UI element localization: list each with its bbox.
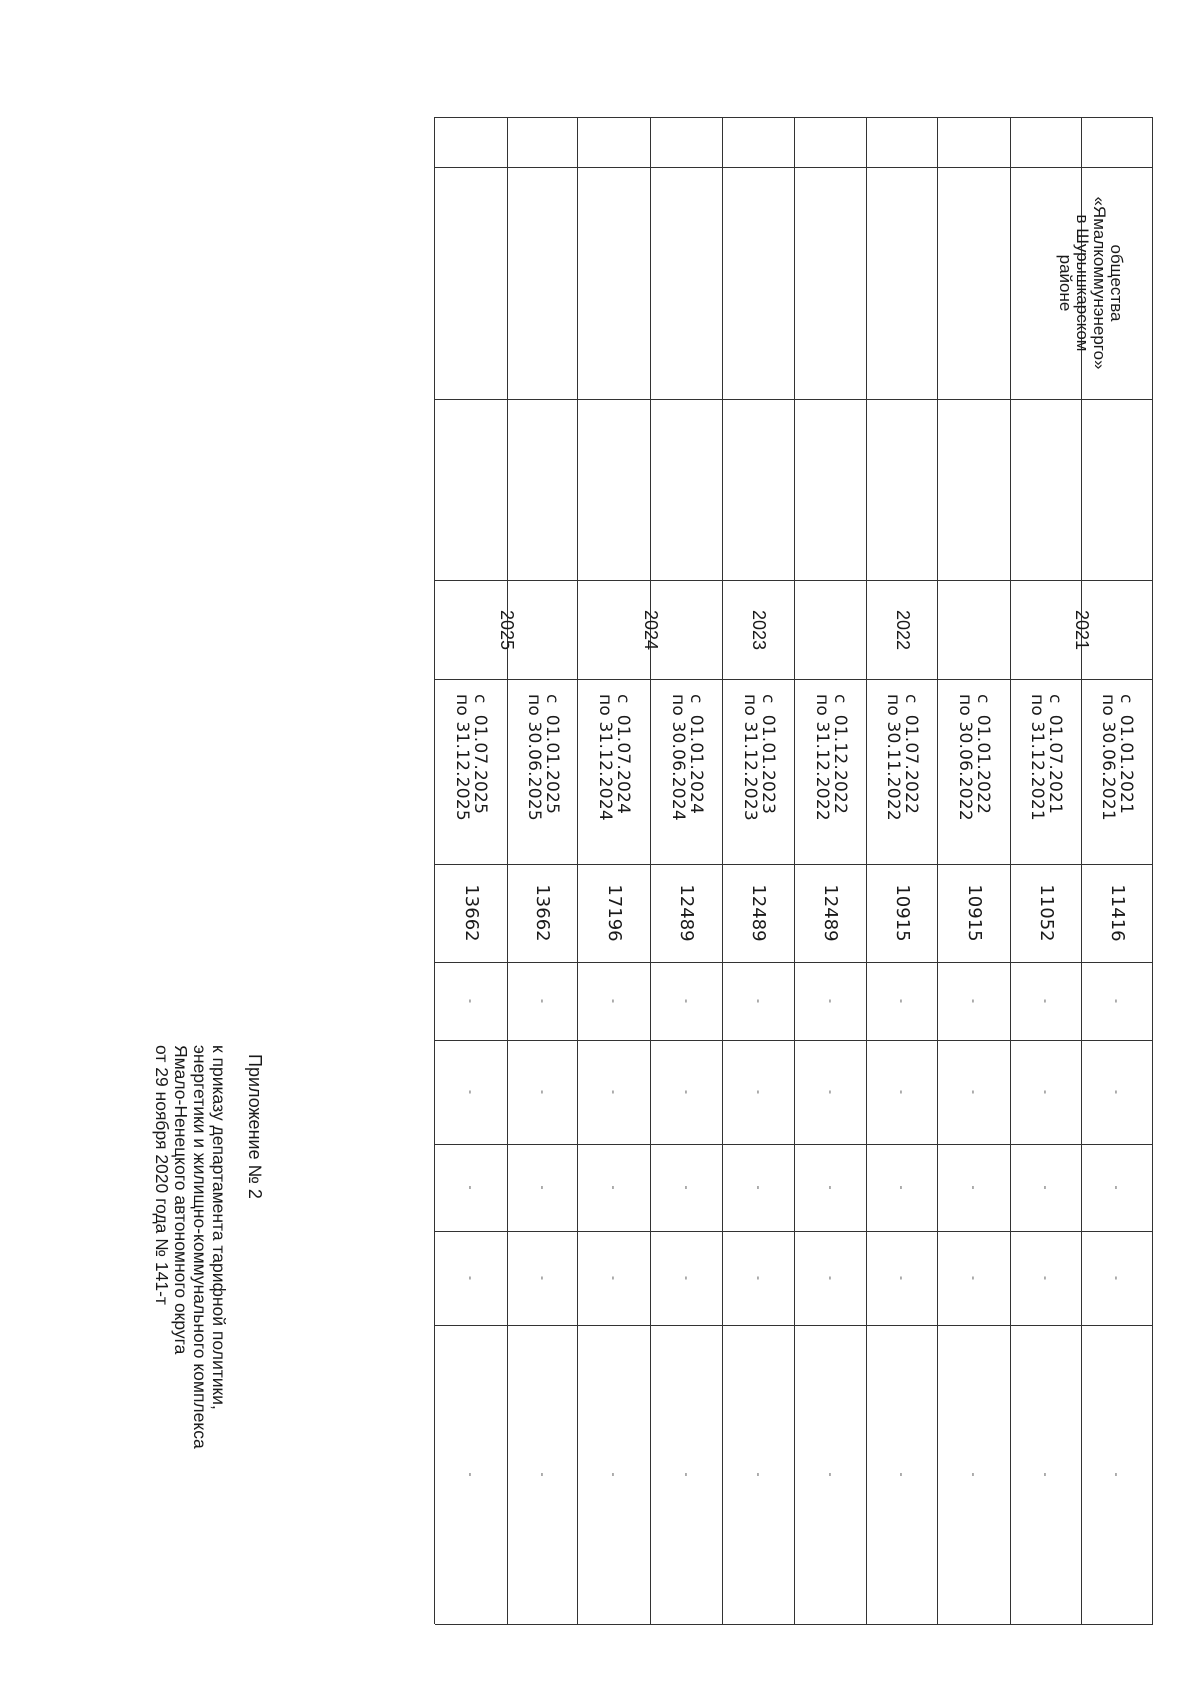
dash-cell: -: [680, 999, 694, 1003]
dash-cell: -: [680, 1472, 694, 1477]
dash-cell: -: [1039, 1472, 1054, 1477]
dash-cell: -: [824, 1276, 838, 1280]
dash-cell: -: [752, 1472, 766, 1477]
period-cell: с 01.07.2024 по 31.12.2024: [595, 694, 634, 821]
dash-cell: -: [607, 999, 622, 1003]
tariff-value: 12489: [676, 884, 698, 942]
dash-cell: -: [967, 999, 982, 1003]
org-line: общества: [1107, 244, 1126, 322]
dash-cell: -: [1039, 1185, 1054, 1190]
year-cell: 2022: [893, 609, 914, 651]
dash-cell: -: [824, 1472, 838, 1477]
dash-cell: -: [1110, 999, 1125, 1003]
dash-cell: -: [895, 1276, 910, 1280]
year-cell: 2025: [497, 609, 517, 651]
dash-cell: -: [536, 1472, 550, 1477]
year-cell: 2023: [749, 609, 770, 651]
dash-cell: -: [824, 999, 838, 1003]
period-cell: с 01.01.2021 по 30.06.2021: [1098, 694, 1137, 821]
dash-cell: -: [680, 1090, 694, 1094]
dash-cell: -: [1110, 1185, 1125, 1190]
dash-cell: -: [967, 1090, 982, 1094]
rule: [435, 167, 1153, 168]
dash-cell: -: [895, 1472, 910, 1477]
period-cell: с 01.12.2022 по 31.12.2022: [812, 694, 850, 821]
dash-cell: -: [752, 1090, 766, 1094]
dash-cell: -: [895, 1090, 910, 1094]
dash-cell: -: [824, 1090, 838, 1094]
dash-cell: -: [895, 999, 910, 1003]
tariff-value: 11052: [1036, 884, 1057, 942]
period-cell: с 01.01.2022 по 30.06.2022: [955, 694, 994, 821]
dash-cell: -: [1039, 1276, 1054, 1280]
appendix-line-2: энергетики и жилищно-коммунального комплекса: [190, 1045, 210, 1449]
period-cell: с 01.07.2022 по 30.11.2022: [883, 694, 922, 821]
rule: [435, 117, 1153, 118]
tariff-value: 10915: [964, 884, 985, 942]
dash-cell: -: [752, 1276, 766, 1280]
dash-cell: -: [464, 1472, 479, 1477]
tariff-value: 13662: [532, 884, 554, 942]
dash-cell: -: [752, 1185, 766, 1190]
period-cell: с 01.07.2021 по 31.12.2021: [1027, 694, 1066, 821]
appendix-title: Приложение № 2: [245, 1054, 265, 1199]
org-line: в Шурышкарском: [1073, 214, 1092, 352]
dash-cell: -: [464, 999, 479, 1003]
dash-cell: -: [607, 1185, 622, 1190]
dash-cell: -: [607, 1276, 622, 1280]
rule: [435, 1624, 1153, 1625]
dash-cell: -: [536, 999, 550, 1003]
dash-cell: -: [1110, 1472, 1125, 1477]
org-line: районе: [1056, 254, 1075, 312]
dash-cell: -: [967, 1185, 982, 1190]
dash-cell: -: [967, 1472, 982, 1477]
dash-cell: -: [607, 1090, 622, 1094]
dash-cell: -: [607, 1472, 622, 1477]
dash-cell: -: [824, 1185, 838, 1190]
tariff-value: 10915: [892, 884, 913, 942]
dash-cell: -: [536, 1185, 550, 1190]
year-cell: 2021: [1072, 609, 1093, 651]
period-cell: с 01.01.2025 по 30.06.2025: [524, 694, 562, 821]
dash-cell: -: [752, 999, 766, 1003]
tariff-value: 11416: [1107, 884, 1128, 942]
period-cell: с 01.01.2024 по 30.06.2024: [668, 694, 706, 821]
dash-cell: -: [680, 1276, 694, 1280]
dash-cell: -: [1110, 1090, 1125, 1094]
tariff-value: 13662: [461, 884, 482, 942]
tariff-value: 17196: [604, 884, 625, 942]
dash-cell: -: [1110, 1276, 1125, 1280]
year-cell: 2024: [641, 609, 661, 651]
tariff-value: 12489: [820, 884, 842, 942]
dash-cell: -: [680, 1185, 694, 1190]
appendix-line-3: Ямало-Ненецкого автономного округа: [171, 1045, 191, 1355]
org-line: «Ямалкоммунэнерго»: [1090, 196, 1109, 370]
dash-cell: -: [536, 1090, 550, 1094]
period-cell: с 01.01.2023 по 31.12.2023: [740, 694, 778, 821]
dash-cell: -: [1039, 1090, 1054, 1094]
organization-name: [1011, 169, 1151, 397]
appendix-line-1: к приказу департамента тарифной политики,: [209, 1045, 229, 1410]
rule: [435, 399, 1153, 400]
dash-cell: -: [967, 1276, 982, 1280]
period-cell: с 01.07.2025 по 31.12.2025: [452, 694, 491, 821]
dash-cell: -: [1039, 999, 1054, 1003]
dash-cell: -: [464, 1276, 479, 1280]
appendix-line-4: от 29 ноября 2020 года № 141-т: [152, 1045, 172, 1305]
tariff-table: [435, 117, 1153, 1624]
dash-cell: -: [895, 1185, 910, 1190]
dash-cell: -: [536, 1276, 550, 1280]
dash-cell: -: [464, 1185, 479, 1190]
dash-cell: -: [464, 1090, 479, 1094]
tariff-value: 12489: [748, 884, 770, 942]
